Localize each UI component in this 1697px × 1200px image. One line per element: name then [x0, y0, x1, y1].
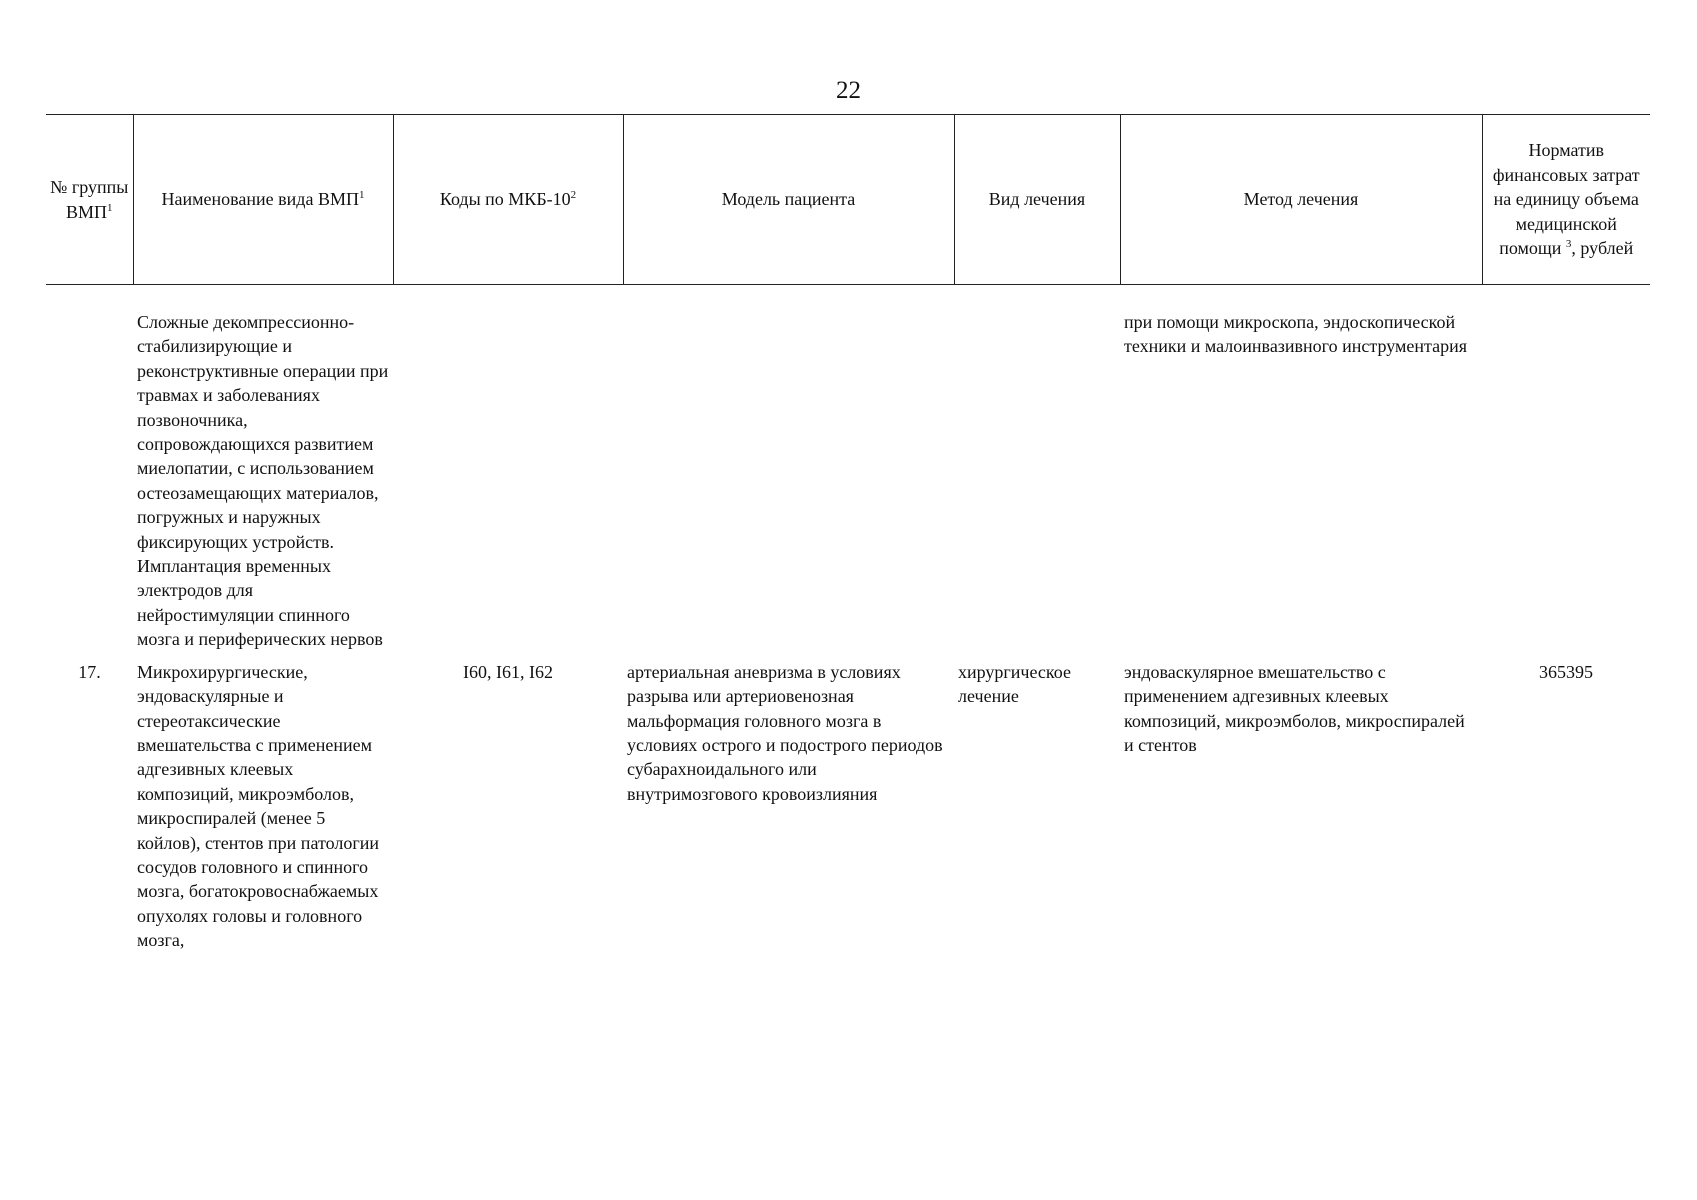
cell-codes — [393, 285, 623, 660]
cell-name: Сложные декомпрессионно-стабилизирующие и реконструктивные операции при травмах и заболеваниях позвоночника, сопровождающихся развитием миелопатии, с использованием остеозамещающих материалов, погружных и наружных фиксирующих устройств. Имплантация временных электродов для нейростимуляции спинного мозга и периферических нервов — [137, 312, 389, 650]
cell-cost: 365395 — [1539, 661, 1593, 682]
vmp-table — [46, 114, 1650, 953]
header-cost — [1482, 115, 1650, 285]
cell-patient-model — [623, 285, 954, 660]
header-group-no-text: № группы ВМП — [50, 177, 129, 222]
cell-codes: I60, I61, I62 — [463, 661, 553, 682]
cell-group-no — [46, 285, 133, 660]
page-number: 22 — [836, 77, 861, 104]
header-method: Метод лечения — [1120, 115, 1482, 285]
header-group-no — [46, 115, 133, 285]
header-cost-text: Норматив финансовых затрат на единицу объема медицинской помощи — [1492, 140, 1640, 259]
header-codes — [393, 115, 623, 285]
header-codes-text: Коды по МКБ-10 — [439, 189, 571, 210]
header-patient-model: Модель пациента — [623, 115, 954, 285]
cell-method: при помощи микроскопа, эндоскопической техники и малоинвазивного инструментария — [1124, 312, 1467, 357]
footnote-ref: 2 — [570, 189, 577, 202]
footnote-ref: 1 — [358, 189, 365, 202]
cell-method: эндоваскулярное вмешательство с применением адгезивных клеевых композиций, микроэмболов, микроспиралей и стентов — [1124, 661, 1465, 755]
cell-treatment-type — [954, 285, 1120, 660]
cell-cost — [1482, 285, 1650, 660]
cell-patient-model: артериальная аневризма в условиях разрыва или артериовенозная мальформация головного мозга в условиях острого и подострого периодов субарахноидального или внутримозгового кровоизлияния — [627, 661, 943, 804]
header-treatment-type: Вид лечения — [954, 115, 1120, 285]
table-header-row — [46, 115, 1650, 285]
table-row — [46, 285, 1650, 660]
cell-group-no: 17. — [78, 661, 101, 682]
cell-treatment-type: хирургическое лечение — [958, 661, 1071, 707]
header-name-text: Наименование вида ВМП — [161, 189, 359, 210]
header-name — [133, 115, 393, 285]
header-cost-suffix: , рублей — [1571, 238, 1634, 259]
footnote-ref: 1 — [107, 201, 113, 214]
footnote-ref: 3 — [1565, 238, 1572, 251]
table-row — [46, 660, 1650, 953]
cell-name: Микрохирургические, эндоваскулярные и стереотаксические вмешательства с применением адгезивных клеевых композиций, микроэмболов, микроспиралей (менее 5 койлов), стентов при патологии сосудов головного и спинного мозга, богатокровоснабжаемых опухолях головы и головного мозга, — [137, 661, 379, 951]
